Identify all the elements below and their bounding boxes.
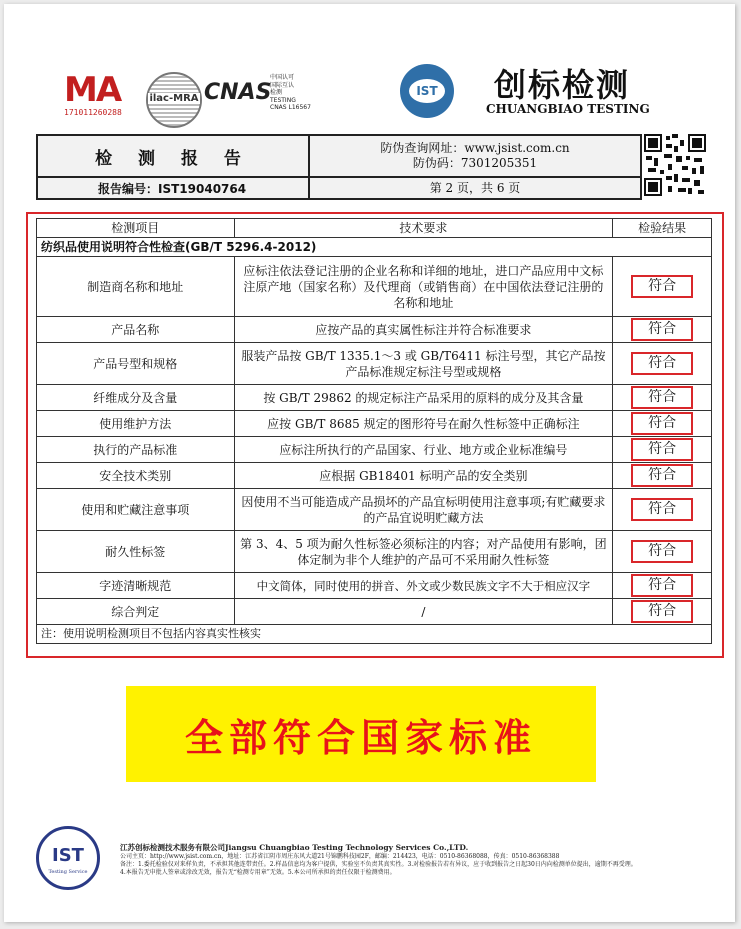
table-note: 注：使用说明检测项目不包括内容真实性核实 bbox=[37, 625, 712, 644]
result-cell bbox=[613, 317, 712, 343]
result-cell bbox=[613, 573, 712, 599]
brand-name-cn: 创标检测 bbox=[494, 66, 631, 104]
qr-code-icon bbox=[644, 134, 706, 196]
table-row bbox=[37, 599, 712, 625]
table-row bbox=[37, 385, 712, 411]
requirement-cell: 因使用不当可能造成产品损坏的产品宜标明使用注意事项;有贮藏要求的产品宜说明贮藏方法 bbox=[234, 489, 613, 531]
cma-logo-text: MA bbox=[64, 70, 121, 110]
ilac-mra-logo bbox=[146, 72, 202, 128]
result-badge: 符合 bbox=[631, 600, 693, 623]
result-badge: 符合 bbox=[631, 540, 693, 563]
table-row bbox=[37, 489, 712, 531]
item-cell: 综合判定 bbox=[37, 599, 235, 625]
ist-logo-text: IST bbox=[409, 79, 445, 103]
requirement-cell: 按 GB/T 29862 的规定标注产品采用的原料的成分及其含量 bbox=[234, 385, 613, 411]
company-name: 江苏创标检测技术服务有限公司Jiangsu Chuangbiao Testing Technology Services Co.,LTD. bbox=[120, 843, 469, 852]
query-url: 防伪查询网址：www.jsist.com.cn bbox=[380, 141, 570, 155]
page-info: 第 2 页，共 6 页 bbox=[309, 177, 641, 199]
item-cell: 使用维护方法 bbox=[37, 411, 235, 437]
conclusion-banner bbox=[126, 686, 596, 782]
result-badge: 符合 bbox=[631, 498, 693, 521]
requirement-cell: 应标注依法登记注册的企业名称和详细的地址，进口产品应用中文标注原产地（国家名称）及代理商（或销售商）在中国依法登记注册的名称和地址 bbox=[234, 257, 613, 317]
report-number: 报告编号：IST19040764 bbox=[37, 177, 309, 199]
table-row bbox=[37, 411, 712, 437]
table-header-row bbox=[37, 219, 712, 238]
company-footer bbox=[120, 842, 720, 877]
report-title: 检 测 报 告 bbox=[37, 135, 309, 177]
cma-number: 171011260288 bbox=[64, 108, 122, 117]
cnas-info bbox=[270, 74, 311, 112]
result-badge: 符合 bbox=[631, 352, 693, 375]
result-cell bbox=[613, 437, 712, 463]
footer-line: 公司主页：http://www.jsist.com.cn，地址：江苏省江阴市周庄东风大道21号锦鹏科技园2F，邮编：214423，电话：0510-86368088，传真：0510-86368388 bbox=[120, 853, 560, 860]
result-badge: 符合 bbox=[631, 275, 693, 298]
result-cell bbox=[613, 343, 712, 385]
table-row bbox=[37, 257, 712, 317]
requirement-cell: 应标注所执行的产品国家、行业、地方或企业标准编号 bbox=[234, 437, 613, 463]
table-row bbox=[37, 437, 712, 463]
anti-fake-code: 防伪码：7301205351 bbox=[412, 156, 538, 170]
item-cell: 执行的产品标准 bbox=[37, 437, 235, 463]
result-cell bbox=[613, 257, 712, 317]
item-cell: 使用和贮藏注意事项 bbox=[37, 489, 235, 531]
requirement-cell: 应根据 GB18401 标明产品的安全类别 bbox=[234, 463, 613, 489]
column-header: 检验结果 bbox=[613, 219, 712, 238]
result-cell bbox=[613, 489, 712, 531]
cnas-info-line: 检测 bbox=[270, 89, 283, 96]
result-cell bbox=[613, 463, 712, 489]
item-cell: 纤维成分及含量 bbox=[37, 385, 235, 411]
table-row bbox=[37, 531, 712, 573]
result-badge: 符合 bbox=[631, 318, 693, 341]
cnas-logo-text: CNAS bbox=[204, 80, 272, 105]
requirement-cell: 服装产品按 GB/T 1335.1～3 或 GB/T6411 标注号型，其它产品按产品标准规定标注号型或规格 bbox=[234, 343, 613, 385]
footer-line: 备注：1.委托检验仅对来样负责，不承担其他连带责任。2.样品信息均为客户提供，实验室不负责其真实性。3.对检验报告若有异议，应于收到报告之日起30日内向检测单位提出，逾期不再受理。 bbox=[120, 861, 637, 868]
ist-logo bbox=[400, 64, 454, 118]
requirement-cell: 中文简体，同时使用的拼音、外文或少数民族文字不大于相应汉字 bbox=[234, 573, 613, 599]
table-row bbox=[37, 343, 712, 385]
result-badge: 符合 bbox=[631, 438, 693, 461]
cnas-info-line: 中国认可 bbox=[270, 74, 295, 81]
result-cell bbox=[613, 531, 712, 573]
section-row bbox=[37, 238, 712, 257]
table-row bbox=[37, 317, 712, 343]
cnas-info-line: 国际互认 bbox=[270, 81, 295, 89]
requirement-cell: 应按 GB/T 8685 规定的图形符号在耐久性标签中正确标注 bbox=[234, 411, 613, 437]
seal-subtext: Testing Service bbox=[48, 869, 88, 875]
ilac-logo-text: ilac-MRA bbox=[149, 93, 199, 104]
result-badge: 符合 bbox=[631, 412, 693, 435]
inspection-table bbox=[36, 218, 712, 644]
result-badge: 符合 bbox=[631, 464, 693, 487]
cnas-info-line: TESTING bbox=[270, 96, 296, 104]
result-cell bbox=[613, 385, 712, 411]
seal-text: IST bbox=[52, 845, 84, 866]
item-cell: 耐久性标签 bbox=[37, 531, 235, 573]
column-header: 检测项目 bbox=[37, 219, 235, 238]
section-title: 纺织品使用说明符合性检查(GB/T 5296.4-2012) bbox=[37, 238, 712, 257]
brand-name-en: CHUANGBIAO TESTING bbox=[486, 102, 650, 116]
footer-line: 4.本报告无申批人签章或涂改无效，报告无“检测专用章”无效。5.本公司所承担的责任仅限于检测费用。 bbox=[120, 869, 396, 876]
result-cell bbox=[613, 411, 712, 437]
note-row bbox=[37, 625, 712, 644]
cma-logo bbox=[62, 68, 140, 124]
requirement-cell: 第 3、4、5 项为耐久性标签必须标注的内容；对产品使用有影响，团体定制为非个人维护的产品可不采用耐久性标签 bbox=[234, 531, 613, 573]
item-cell: 安全技术类别 bbox=[37, 463, 235, 489]
result-badge: 符合 bbox=[631, 386, 693, 409]
banner-text: 全部符合国家标准 bbox=[184, 715, 537, 760]
item-cell: 字迹清晰规范 bbox=[37, 573, 235, 599]
company-seal-icon bbox=[36, 826, 100, 890]
table-row bbox=[37, 463, 712, 489]
column-header: 技术要求 bbox=[234, 219, 613, 238]
item-cell: 产品名称 bbox=[37, 317, 235, 343]
cnas-logo bbox=[204, 72, 272, 120]
query-info bbox=[309, 135, 641, 177]
report-header bbox=[36, 134, 642, 200]
result-badge: 符合 bbox=[631, 574, 693, 597]
result-cell bbox=[613, 599, 712, 625]
table-row bbox=[37, 573, 712, 599]
requirement-cell: / bbox=[234, 599, 613, 625]
item-cell: 制造商名称和地址 bbox=[37, 257, 235, 317]
requirement-cell: 应按产品的真实属性标注并符合标准要求 bbox=[234, 317, 613, 343]
cnas-info-line: CNAS L16567 bbox=[270, 104, 311, 111]
item-cell: 产品号型和规格 bbox=[37, 343, 235, 385]
